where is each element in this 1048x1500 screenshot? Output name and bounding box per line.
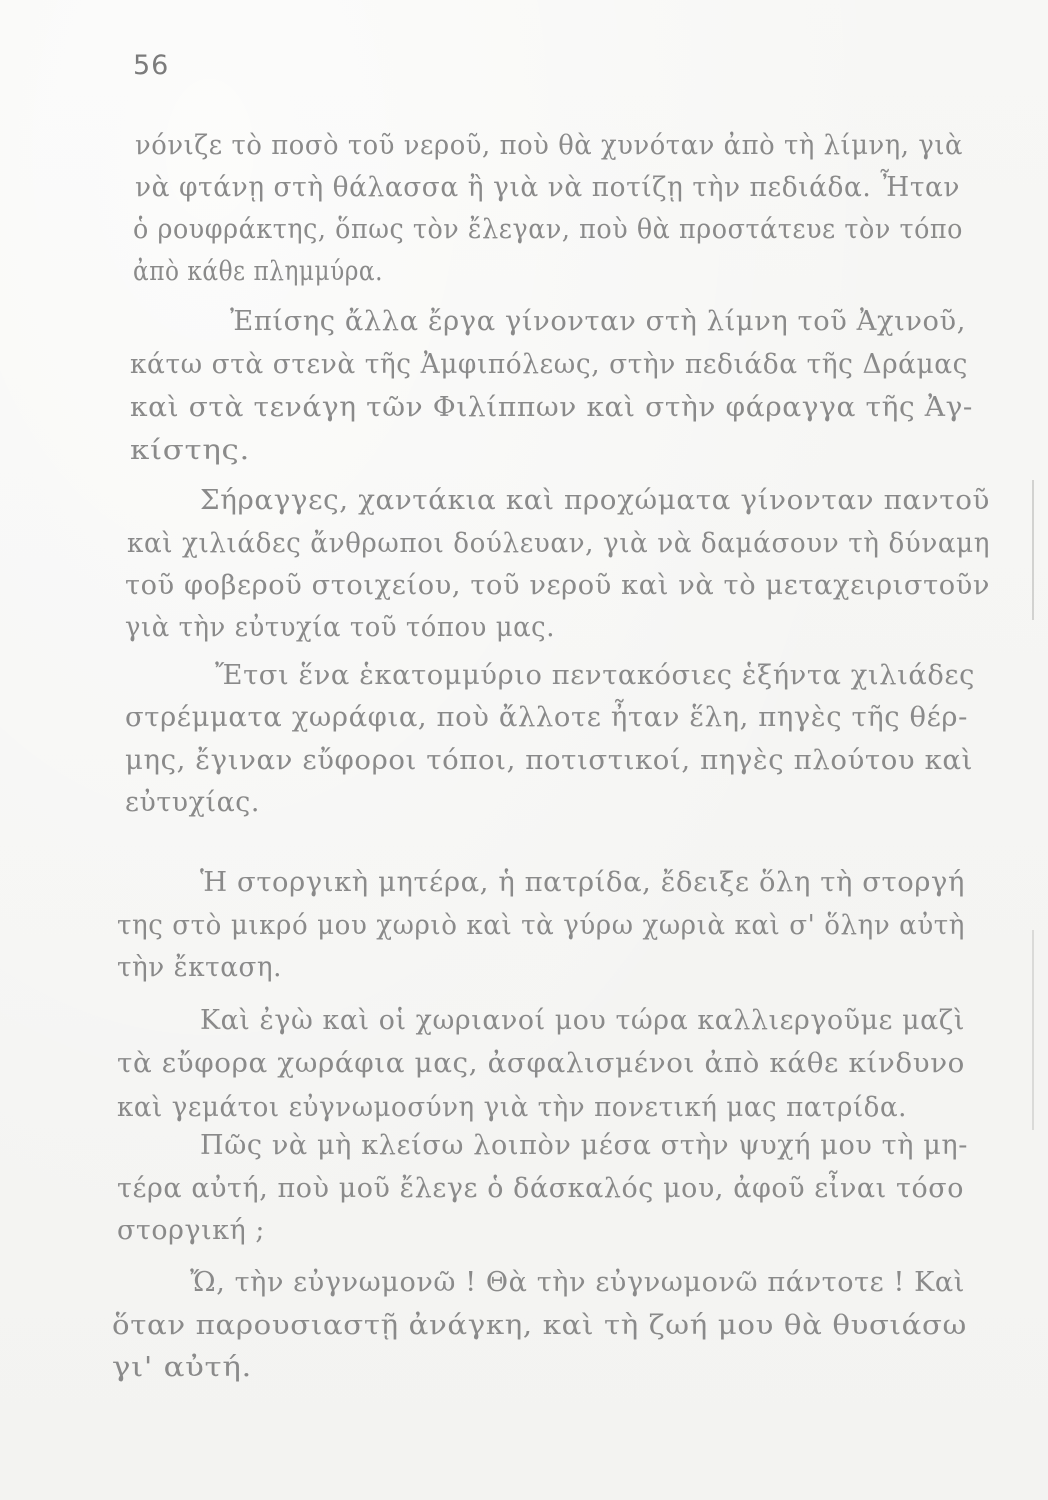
page-edge-shadow bbox=[1032, 480, 1034, 620]
text-line: Ἐπίσης ἄλλα ἔργα γίνονταν στὴ λίμνη τοῦ Ἀχινοῦ, bbox=[230, 306, 966, 337]
text-line: Σήραγγες, χαντάκια καὶ προχώματα γίνονταν παντοῦ bbox=[200, 485, 990, 516]
text-line: γιὰ τὴν εὐτυχία τοῦ τόπου μας. bbox=[125, 612, 555, 643]
text-line: τὰ εὔφορα χωράφια μας, ἀσφαλισμένοι ἀπὸ κάθε κίνδυνο bbox=[117, 1048, 965, 1079]
text-line: τοῦ φοβεροῦ στοιχείου, τοῦ νεροῦ καὶ νὰ τὸ μεταχειριστοῦν bbox=[125, 570, 990, 601]
text-line: νόνιζε τὸ ποσὸ τοῦ νεροῦ, ποὺ θὰ χυνόταν ἀπὸ τὴ λίμνη, γιὰ bbox=[135, 130, 963, 161]
text-line: στρέμματα χωράφια, ποὺ ἄλλοτε ἦταν ἕλη, πηγὲς τῆς θέρ- bbox=[125, 702, 968, 733]
text-line: της στὸ μικρό μου χωριὸ καὶ τὰ γύρω χωριὰ καὶ σ' ὅλην αὐτὴ bbox=[117, 910, 965, 941]
text-line: καὶ γεμάτοι εὐγνωμοσύνη γιὰ τὴν πονετική μας πατρίδα. bbox=[117, 1092, 907, 1123]
text-line: κίστης. bbox=[130, 435, 250, 466]
text-line: καὶ χιλιάδες ἄνθρωποι δούλευαν, γιὰ νὰ δαμάσουν τὴ δύναμη bbox=[127, 528, 990, 559]
text-line: κάτω στὰ στενὰ τῆς Ἀμφιπόλεως, στὴν πεδιάδα τῆς Δράμας bbox=[130, 349, 968, 380]
page-edge-shadow bbox=[1032, 930, 1034, 1130]
text-line: καὶ στὰ τενάγη τῶν Φιλίππων καὶ στὴν φάραγγα τῆς Ἀγ- bbox=[130, 392, 973, 423]
text-line: στοργική ; bbox=[117, 1215, 265, 1246]
text-line: ὅταν παρουσιαστῇ ἀνάγκη, καὶ τὴ ζωή μου θὰ θυσιάσω bbox=[112, 1310, 967, 1341]
text-line: Ὤ, τὴν εὐγνωμονῶ ! Θὰ τὴν εὐγνωμονῶ πάντοτε ! Καὶ bbox=[190, 1267, 965, 1298]
text-line: γι' αὐτή. bbox=[112, 1352, 252, 1383]
text-line: τέρα αὐτή, ποὺ μοῦ ἔλεγε ὁ δάσκαλός μου, ἀφοῦ εἶναι τόσο bbox=[117, 1173, 964, 1204]
text-line: νὰ φτάνῃ στὴ θάλασσα ἢ γιὰ νὰ ποτίζῃ τὴν πεδιάδα. Ἦταν bbox=[135, 172, 960, 203]
page-number: 56 bbox=[133, 50, 170, 81]
text-line: Πῶς νὰ μὴ κλείσω λοιπὸν μέσα στὴν ψυχή μου τὴ μη- bbox=[200, 1130, 968, 1161]
text-line: εὐτυχίας. bbox=[125, 787, 260, 818]
text-line: ἀπὸ κάθε πλημμύρα. bbox=[133, 256, 383, 287]
text-line: μης, ἔγιναν εὔφοροι τόποι, ποτιστικοί, πηγὲς πλούτου καὶ bbox=[125, 745, 974, 776]
text-line: Ἡ στοργικὴ μητέρα, ἡ πατρίδα, ἔδειξε ὅλη τὴ στοργή bbox=[200, 867, 965, 898]
text-line: Καὶ ἐγὼ καὶ οἱ χωριανοί μου τώρα καλλιεργοῦμε μαζὶ bbox=[200, 1005, 965, 1036]
text-line: ὁ ρουφράκτης, ὅπως τὸν ἔλεγαν, ποὺ θὰ προστάτευε τὸν τόπο bbox=[133, 214, 963, 245]
text-line: Ἔτσι ἕνα ἑκατομμύριο πεντακόσιες ἑξήντα χιλιάδες bbox=[215, 660, 975, 691]
text-line: τὴν ἔκταση. bbox=[117, 952, 282, 983]
